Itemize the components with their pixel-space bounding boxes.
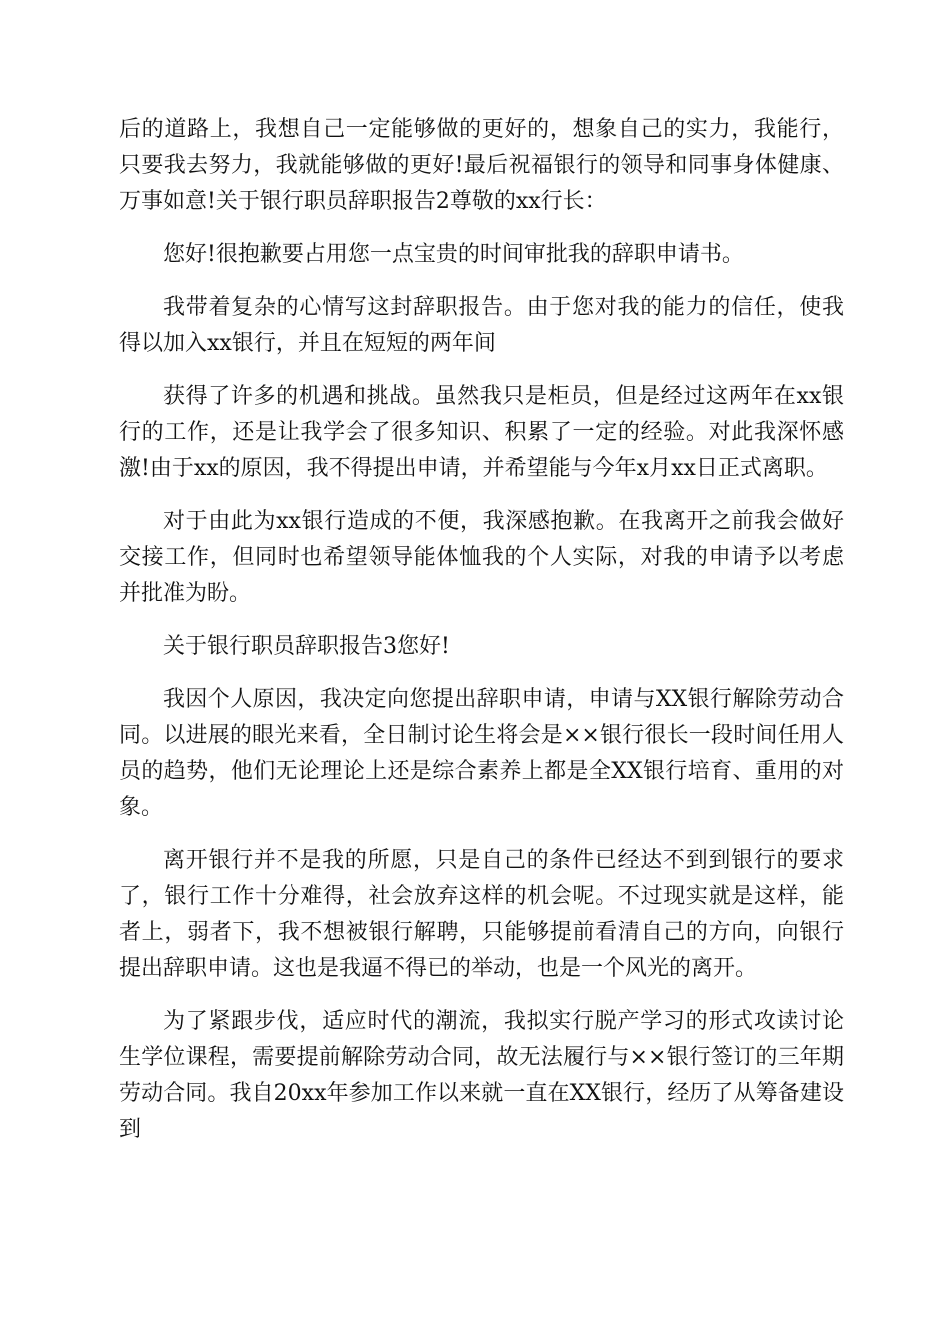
paragraph: 为了紧跟步伐，适应时代的潮流，我拟实行脱产学习的形式攻读讨论生学位课程，需要提前解除劳动合同，故无法履行与××银行签订的三年期劳动合同。我自20xx年参加工作以来就一直在XX银行，经历了从筹备建设到 bbox=[119, 1009, 844, 1142]
paragraph: 我带着复杂的心情写这封辞职报告。由于您对我的能力的信任，使我得以加入xx银行，并且在短短的两年间 bbox=[119, 295, 844, 356]
paragraph: 离开银行并不是我的所愿，只是自己的条件已经达不到到银行的要求了，银行工作十分难得，社会放弃这样的机会呢。不过现实就是这样，能者上，弱者下，我不想被银行解聘，只能够提前看清自己的方向，向银行提出辞职申请。这也是我逼不得已的举动，也是一个风光的离开。 bbox=[119, 848, 844, 981]
paragraph: 对于由此为xx银行造成的不便，我深感抱歉。在我离开之前我会做好交接工作，但同时也希望领导能体恤我的个人实际，对我的申请予以考虑并批准为盼。 bbox=[119, 509, 844, 606]
paragraph: 我因个人原因，我决定向您提出辞职申请，申请与XX银行解除劳动合同。以进展的眼光来看，全日制讨论生将会是××银行很长一段时间任用人员的趋势，他们无论理论上还是综合素养上都是全XX银行培育、重用的对象。 bbox=[119, 687, 844, 820]
paragraph-greeting: 您好!很抱歉要占用您一点宝贵的时间审批我的辞职申请书。 bbox=[163, 242, 744, 267]
paragraph-continuation: 后的道路上，我想自己一定能够做的更好的，想象自己的实力，我能行，只要我去努力，我就能够做的更好!最后祝福银行的领导和同事身体健康、万事如意!关于银行职员辞职报告2尊敬的xx行长： bbox=[119, 117, 844, 214]
paragraph: 获得了许多的机遇和挑战。虽然我只是柜员，但是经过这两年在xx银行的工作，还是让我学会了很多知识、积累了一定的经验。对此我深怀感激!由于xx的原因，我不得提出申请，并希望能与今年x月xx日正式离职。 bbox=[119, 384, 844, 481]
paragraph-heading: 关于银行职员辞职报告3您好! bbox=[163, 634, 450, 659]
document-body bbox=[119, 112, 844, 1165]
